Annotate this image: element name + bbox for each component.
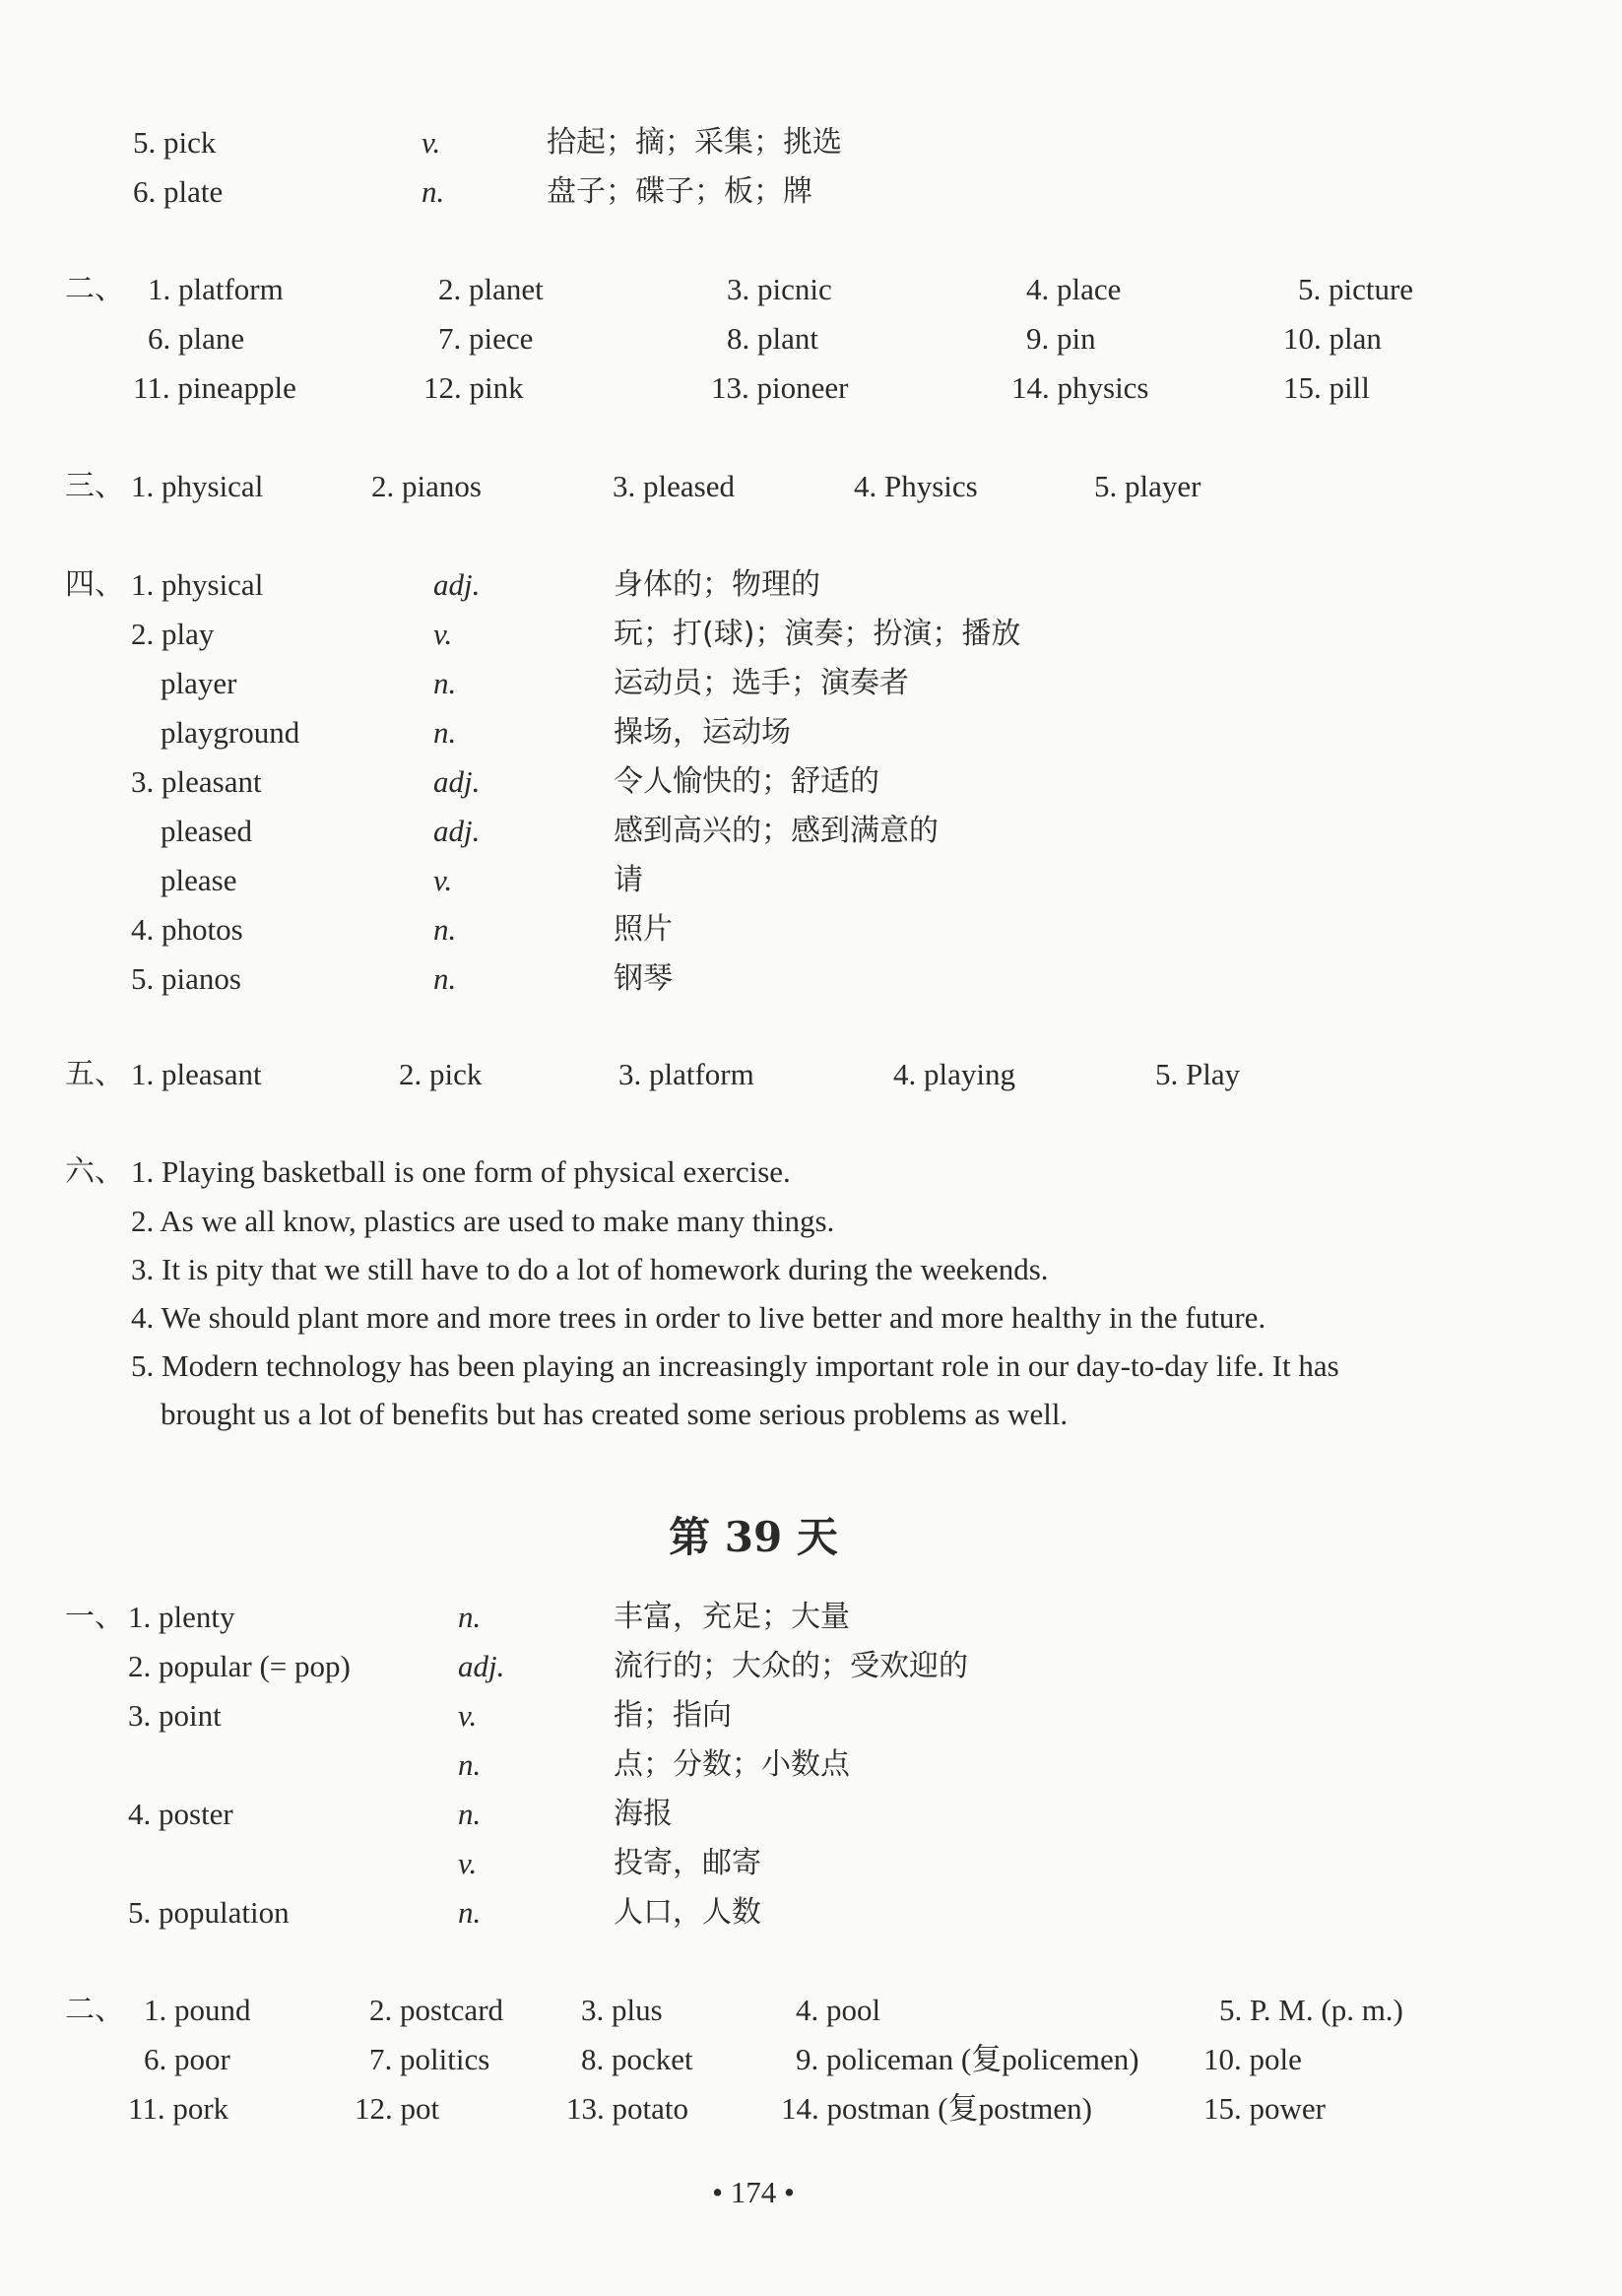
vocab-pos: adj. <box>458 1649 505 1683</box>
answer-item: 6. poor <box>144 2042 230 2076</box>
sentence: 4. We should plant more and more trees in order to live better and more healthy in the future. <box>131 1300 1266 1335</box>
section-mark: 三、 <box>65 469 124 503</box>
section-mark: 六、 <box>65 1154 124 1189</box>
answer-item: 5. player <box>1094 469 1201 503</box>
vocab-word: 2. play <box>131 617 215 651</box>
vocab-pos: n. <box>458 1797 482 1831</box>
vocab-pos: adj. <box>433 764 481 799</box>
vocab-pos: v. <box>433 617 453 651</box>
vocab-pos: n. <box>458 1600 482 1634</box>
answer-item: 5. P. M. (p. m.) <box>1219 1993 1403 2027</box>
answer-item: 9. policeman (复policemen) <box>796 2042 1139 2076</box>
sentence: brought us a lot of benefits but has created some serious problems as well. <box>161 1397 1069 1431</box>
vocab-meaning: 令人愉快的；舒适的 <box>614 764 879 799</box>
vocab-meaning: 请 <box>614 863 643 897</box>
vocab-pos: adj. <box>433 567 481 602</box>
answer-item: 15. power <box>1203 2091 1326 2126</box>
answer-item: 4. pool <box>796 1993 881 2027</box>
answer-item: 12. pink <box>423 370 524 405</box>
vocab-word: 3. pleasant <box>131 764 262 799</box>
sentence: 2. As we all know, plastics are used to make many things. <box>131 1204 835 1238</box>
answer-item: 3. platform <box>618 1057 754 1091</box>
vocab-pos: n. <box>458 1895 482 1930</box>
vocab-word: 5. population <box>128 1895 290 1930</box>
answer-item: 5. Play <box>1155 1057 1241 1091</box>
vocab-word: playground <box>161 715 300 750</box>
answer-item: 11. pineapple <box>133 370 296 405</box>
vocab-word: 5. pianos <box>131 961 241 996</box>
answer-item: 7. piece <box>438 321 534 356</box>
page-number: • 174 • <box>712 2175 795 2209</box>
vocab-word: 6. plate <box>133 174 224 209</box>
vocab-meaning: 指；指向 <box>614 1698 732 1733</box>
vocab-meaning: 点；分数；小数点 <box>614 1747 850 1782</box>
vocab-pos: v. <box>433 863 453 897</box>
vocab-meaning: 照片 <box>614 912 673 947</box>
answer-item: 1. physical <box>131 469 264 503</box>
answer-item: 1. pleasant <box>131 1057 262 1091</box>
vocab-pos: v. <box>422 125 441 160</box>
vocab-meaning: 盘子；碟子；板；牌 <box>547 174 812 209</box>
answer-item: 2. planet <box>438 272 544 306</box>
sentence: 5. Modern technology has been playing an increasingly important role in our day-to-day life. It has <box>131 1348 1339 1383</box>
vocab-word: pleased <box>161 814 252 848</box>
day-heading: 第 39 天 <box>669 1513 838 1561</box>
vocab-pos: v. <box>458 1698 478 1733</box>
vocab-meaning: 人口，人数 <box>614 1895 761 1930</box>
sentence: 1. Playing basketball is one form of physical exercise. <box>131 1154 791 1189</box>
answer-item: 2. pick <box>399 1057 483 1091</box>
section-mark: 一、 <box>65 1600 124 1634</box>
vocab-meaning: 投寄，邮寄 <box>614 1846 761 1880</box>
vocab-meaning: 玩；打(球)；演奏；扮演；播放 <box>614 617 1021 651</box>
answer-item: 1. pound <box>144 1993 251 2027</box>
answer-item: 5. picture <box>1298 272 1414 306</box>
answer-item: 1. platform <box>148 272 284 306</box>
vocab-word: 5. pick <box>133 125 217 160</box>
answer-item: 3. plus <box>581 1993 663 2027</box>
section-mark: 五、 <box>65 1057 124 1091</box>
answer-item: 9. pin <box>1026 321 1096 356</box>
answer-item: 4. Physics <box>854 469 978 503</box>
vocab-word: 4. photos <box>131 912 243 947</box>
answer-item: 4. playing <box>893 1057 1015 1091</box>
answer-item: 4. place <box>1026 272 1122 306</box>
vocab-word: player <box>161 666 237 700</box>
vocab-meaning: 操场，运动场 <box>614 715 791 750</box>
section-mark: 二、 <box>65 1993 124 2027</box>
vocab-pos: adj. <box>433 814 481 848</box>
answer-item: 8. pocket <box>581 2042 693 2076</box>
sentence: 3. It is pity that we still have to do a lot of homework during the weekends. <box>131 1252 1049 1286</box>
vocab-pos: n. <box>433 912 457 947</box>
vocab-meaning: 拾起；摘；采集；挑选 <box>547 125 842 160</box>
vocab-meaning: 丰富，充足；大量 <box>614 1600 850 1634</box>
answer-item: 12. pot <box>355 2091 440 2126</box>
answer-item: 15. pill <box>1283 370 1370 405</box>
vocab-pos: n. <box>433 961 457 996</box>
vocab-pos: n. <box>433 666 457 700</box>
vocab-pos: n. <box>433 715 457 750</box>
answer-item: 2. pianos <box>371 469 482 503</box>
vocab-meaning: 流行的；大众的；受欢迎的 <box>614 1649 968 1683</box>
vocab-word: 2. popular (= pop) <box>128 1649 351 1683</box>
section-mark: 二、 <box>65 272 124 306</box>
vocab-meaning: 钢琴 <box>614 961 673 996</box>
answer-item: 2. postcard <box>369 1993 504 2027</box>
vocab-pos: n. <box>458 1747 482 1782</box>
answer-item: 8. plant <box>727 321 818 356</box>
vocab-pos: n. <box>422 174 445 209</box>
vocab-meaning: 海报 <box>614 1797 673 1831</box>
answer-item: 10. pole <box>1203 2042 1302 2076</box>
vocab-word: 1. plenty <box>128 1600 235 1634</box>
vocab-word: 4. poster <box>128 1797 233 1831</box>
answer-item: 3. pleased <box>613 469 735 503</box>
vocab-meaning: 身体的；物理的 <box>614 567 820 602</box>
vocab-meaning: 感到高兴的；感到满意的 <box>614 814 939 848</box>
vocab-meaning: 运动员；选手；演奏者 <box>614 666 909 700</box>
vocab-pos: v. <box>458 1846 478 1880</box>
vocab-word: 3. point <box>128 1698 222 1733</box>
answer-item: 3. picnic <box>727 272 832 306</box>
answer-item: 10. plan <box>1283 321 1382 356</box>
answer-item: 13. pioneer <box>711 370 849 405</box>
answer-item: 6. plane <box>148 321 245 356</box>
vocab-word: 1. physical <box>131 567 264 602</box>
answer-item: 13. potato <box>566 2091 688 2126</box>
answer-item: 14. physics <box>1011 370 1149 405</box>
answer-item: 14. postman (复postmen) <box>781 2091 1092 2126</box>
answer-item: 11. pork <box>128 2091 229 2126</box>
vocab-word: please <box>161 863 237 897</box>
section-mark: 四、 <box>65 567 124 602</box>
answer-item: 7. politics <box>369 2042 490 2076</box>
